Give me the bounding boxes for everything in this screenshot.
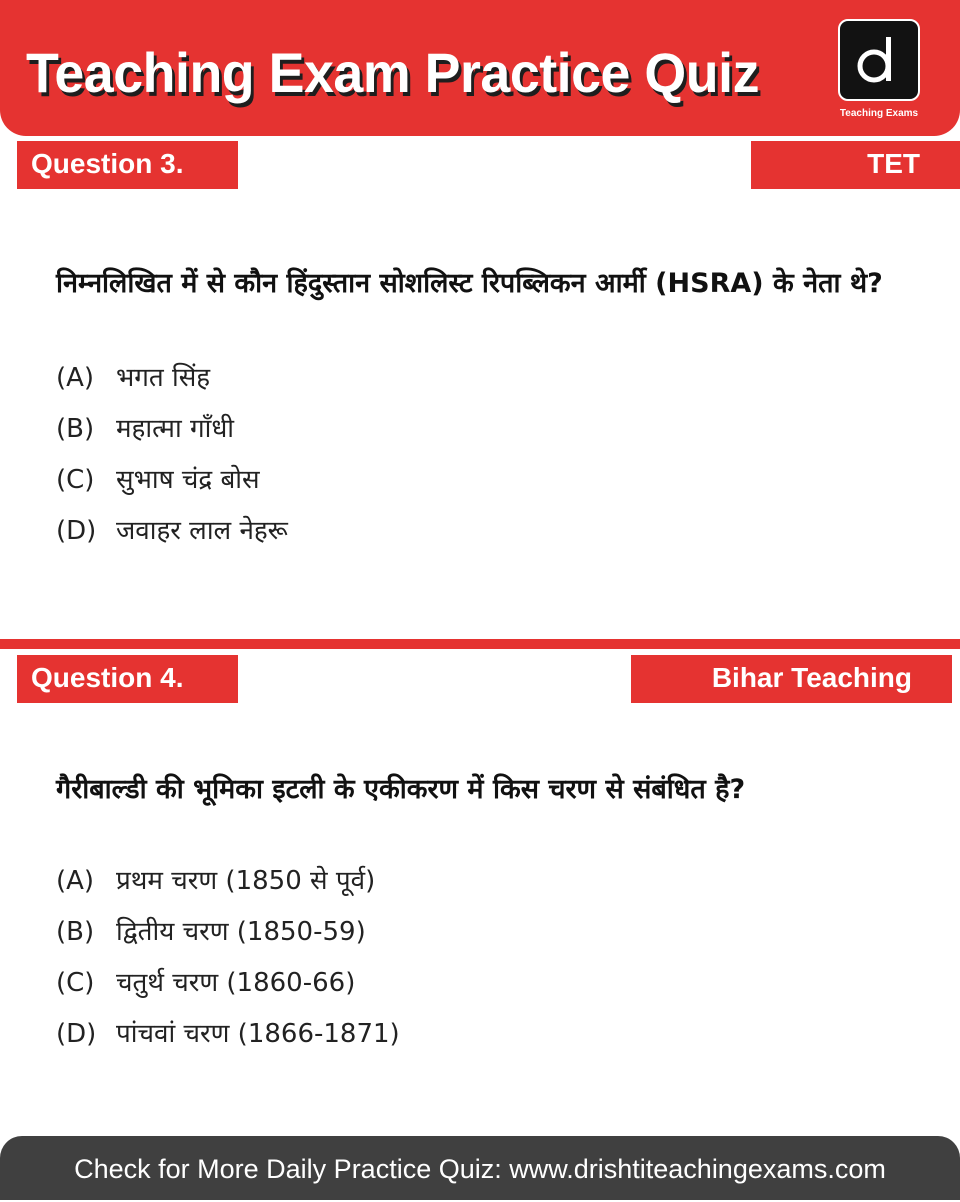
option-b[interactable] xyxy=(56,404,288,455)
option-a[interactable] xyxy=(56,856,400,907)
option-letter: (D) xyxy=(56,516,97,546)
question-4-exam-tag: Bihar Teaching xyxy=(631,655,952,703)
option-text: चतुर्थ चरण (1860-66) xyxy=(116,968,356,998)
question-3-text: निम्नलिखित में से कौन हिंदुस्तान सोशलिस्ट रिपब्लिकन आर्मी (HSRA) के नेता थे? xyxy=(56,268,883,299)
option-d[interactable] xyxy=(56,1009,400,1060)
option-letter: (A) xyxy=(56,866,95,896)
option-letter: (B) xyxy=(56,917,95,947)
option-d[interactable] xyxy=(56,506,288,557)
section-divider xyxy=(0,639,960,649)
option-c[interactable] xyxy=(56,455,288,506)
option-text: महात्मा गाँधी xyxy=(116,414,235,444)
option-text: जवाहर लाल नेहरू xyxy=(116,516,288,546)
option-b[interactable] xyxy=(56,907,400,958)
question-4-label: Question 4. xyxy=(17,655,238,703)
drishti-logo-icon xyxy=(838,19,920,101)
option-text: भगत सिंह xyxy=(116,363,211,393)
option-letter: (D) xyxy=(56,1019,97,1049)
option-c[interactable] xyxy=(56,958,400,1009)
question-4-text: गैरीबाल्डी की भूमिका इटली के एकीकरण में किस चरण से संबंधित है? xyxy=(56,774,746,805)
option-text: प्रथम चरण (1850 से पूर्व) xyxy=(116,866,376,896)
option-text: द्वितीय चरण (1850-59) xyxy=(116,917,366,947)
option-letter: (C) xyxy=(56,968,95,998)
option-text: सुभाष चंद्र बोस xyxy=(116,465,260,495)
question-3-exam-tag: TET xyxy=(751,141,960,189)
question-4-options xyxy=(56,856,400,1060)
option-letter: (A) xyxy=(56,363,95,393)
header-banner xyxy=(0,0,960,136)
option-text: पांचवां चरण (1866-1871) xyxy=(116,1019,400,1049)
option-letter: (B) xyxy=(56,414,95,444)
option-letter: (C) xyxy=(56,465,95,495)
footer-website-link[interactable]: Check for More Daily Practice Quiz: www.drishtiteachingexams.com xyxy=(0,1136,960,1200)
logo-caption: Teaching Exams xyxy=(839,108,919,119)
question-3-label: Question 3. xyxy=(17,141,238,189)
page-title: Teaching Exam Practice Quiz xyxy=(26,41,759,104)
option-a[interactable] xyxy=(56,353,288,404)
question-3-options xyxy=(56,353,288,557)
